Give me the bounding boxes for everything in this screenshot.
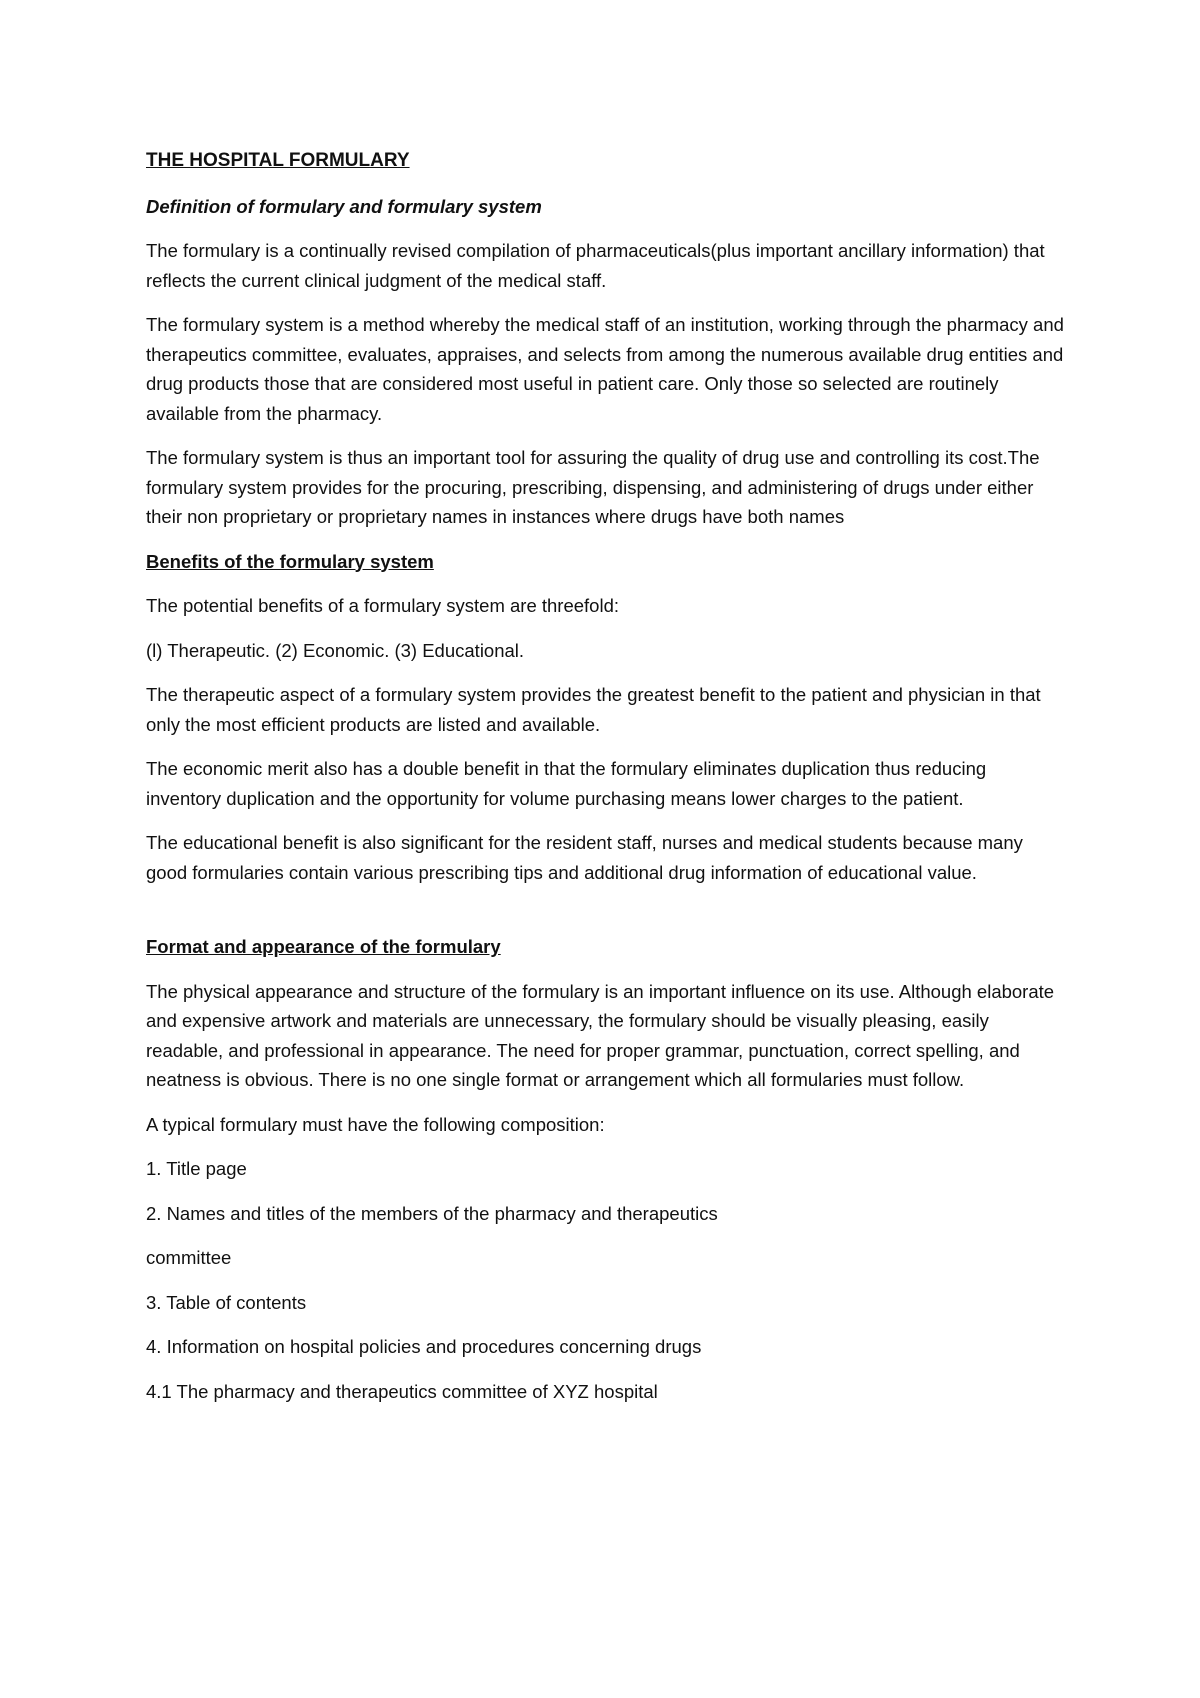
benefits-heading: Benefits of the formulary system (146, 550, 434, 572)
format-heading: Format and appearance of the formulary (146, 936, 501, 957)
paragraph: The formulary system is a method whereby the medical staff of an institution, working through the pharmacy and therapeutics committee, evaluates, appraises, and selects from among the numerous available drug entities and drug products those that are considered most useful in patient care. Only those so selected are routinely available from the pharmacy. (146, 314, 1064, 424)
paragraph: The educational benefit is also significant for the resident staff, nurses and medical students because many good formularies contain various prescribing tips and additional drug information of educational value. (146, 832, 1023, 883)
document-title: THE HOSPITAL FORMULARY (146, 150, 410, 171)
list-item: 3. Table of contents (146, 1291, 307, 1313)
document-page (146, 146, 1066, 1421)
paragraph: The formulary is a continually revised compilation of pharmaceuticals(plus important ancillary information) that reflects the current clinical judgment of the medical staff. (146, 240, 1045, 291)
list-item: 2. Names and titles of the members of the pharmacy and therapeutics (146, 1202, 718, 1224)
paragraph: The potential benefits of a formulary system are threefold: (146, 595, 620, 616)
list-item: 4. Information on hospital policies and procedures concerning drugs (146, 1336, 702, 1357)
paragraph: The therapeutic aspect of a formulary system provides the greatest benefit to the patient and physician in that only the most efficient products are listed and available. (146, 684, 1041, 735)
list-item: 1. Title page (146, 1158, 247, 1179)
spacer (146, 902, 1066, 932)
paragraph: The physical appearance and structure of the formulary is an important influence on its use. Although elaborate and expensive artwork and materials are unnecessary, the formulary should be visually pleasing, easily readable, and professional in appearance. The need for proper grammar, punctuation, correct spelling, and neatness is obvious. There is no one single format or arrangement which all formularies must follow. (146, 980, 1055, 1090)
list-item: 4.1 The pharmacy and therapeutics committee of XYZ hospital (146, 1380, 658, 1402)
paragraph: A typical formulary must have the following composition: (146, 1113, 605, 1135)
definition-heading: Definition of formulary and formulary system (146, 195, 542, 217)
paragraph: The formulary system is thus an important tool for assuring the quality of drug use and controlling its cost.The formulary system provides for the procuring, prescribing, dispensing, and administering of drugs under either their non proprietary or proprietary names in instances where drugs have both names (146, 447, 1040, 527)
paragraph: (l) Therapeutic. (2) Economic. (3) Educational. (146, 639, 525, 661)
list-item-continuation: committee (146, 1247, 232, 1268)
paragraph: The economic merit also has a double benefit in that the formulary eliminates duplication thus reducing inventory duplication and the opportunity for volume purchasing means lower charges to the patient. (146, 758, 987, 809)
